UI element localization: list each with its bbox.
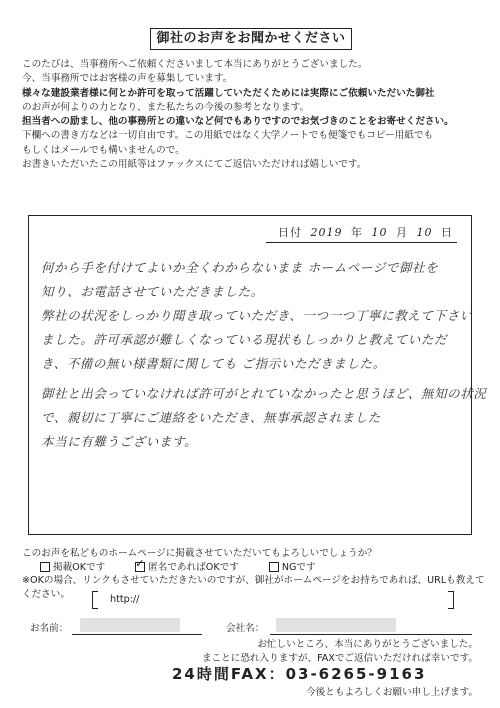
checkbox-ng[interactable] (269, 562, 279, 572)
link-note: ※OKの場合、リンクもさせていただきたいのですが、御社がホームページをお持ちであれば、URLも教えて (22, 575, 485, 586)
thanks-text: お忙しいところ、本当にありがとうございました。 (257, 639, 478, 650)
fax-request: まことに恐れ入りますが、FAXでご返信いただければ幸いです。 (201, 653, 478, 664)
bracket-left (92, 591, 98, 609)
consent-options (22, 561, 482, 575)
intro-line: 様々な建設業者様に何とか許可を取って活躍していただくためには実際にご依頼いただいた御社 (22, 87, 435, 99)
url-prefix: http:// (110, 594, 140, 605)
handwritten-line: ました。許可承認が難しくなっている現状もしっかりと教えていただ (41, 332, 448, 347)
date-month-unit: 月 (396, 226, 408, 239)
name-label: お名前： (30, 623, 69, 634)
date-label: 日付 (278, 226, 302, 239)
handwritten-line: 何から手を付けてよいか全くわからないまま ホームページで御社を (41, 260, 439, 275)
handwritten-testimonial (41, 256, 487, 454)
handwritten-line: 本当に有難うございます。 (41, 434, 198, 449)
url-field[interactable] (92, 593, 454, 607)
company-redacted (276, 618, 396, 632)
intro-line: もしくはメールでも構いませんので。 (22, 144, 185, 156)
intro-line: 今、当事務所ではお客様の声を募集しています。 (22, 73, 233, 85)
intro-line: お書きいただいたこの用紙等はファックスにてご返信いただければ嬉しいです。 (22, 159, 367, 171)
handwritten-line: 弊社の状況をしっかり聞き取っていただき、一つ一つ丁寧に教えて下さい (41, 308, 473, 323)
company-underline (270, 634, 472, 635)
intro-text (22, 58, 482, 172)
intro-line: 担当者への励まし、他の事務所との違いなど何でもありですのでお気づきのことをお寄せください。 (22, 116, 454, 128)
handwritten-line: 御社と出会っていなければ許可がとれていなかったと思うほど、無知の状況 (41, 386, 487, 401)
page-title: 御社のお声をお聞かせください (150, 28, 352, 50)
date-month: 10 (371, 226, 388, 239)
date-day-unit: 日 (441, 226, 453, 239)
option-ng[interactable] (269, 561, 316, 575)
date-field (266, 224, 457, 243)
option-ng-label: NGです (281, 561, 316, 573)
intro-line: このたびは、当事務所へご依頼くださいまして本当にありがとうございました。 (22, 59, 368, 70)
closing-text: 今後ともよろしくお願い申し上げます。 (306, 687, 478, 698)
checkbox-ok[interactable] (40, 562, 50, 572)
fax-number: 24時間FAX：03-6265-9163 (172, 665, 427, 683)
name-underline (72, 634, 202, 635)
handwritten-line: で、親切に丁寧にご連絡をいただき、無事承認されました (41, 410, 381, 425)
intro-line: 下欄への書き方などは一切自由です。この用紙ではなく大学ノートでも便箋でもコピー用紙でも (22, 130, 434, 142)
date-day: 10 (416, 226, 433, 239)
handwritten-line: 知り、お電話させていただきました。 (41, 284, 264, 299)
link-note-cont: ください。 (22, 588, 70, 600)
intro-line: のお声が何よりの力となり、また私たちの今後の参考となります。 (22, 101, 310, 113)
name-redacted (80, 618, 180, 632)
company-label: 会社名： (226, 623, 265, 634)
option-ok-label: 掲載OKです (53, 561, 106, 573)
option-anonymous-label: 匿名であればOKです (148, 561, 239, 573)
consent-question: このお声を私どものホームページに掲載させていただいてもよろしいでしょうか？ (22, 548, 377, 559)
testimonial-box (28, 215, 487, 535)
date-year: 2019 (310, 226, 343, 239)
option-anonymous[interactable] (135, 561, 239, 575)
option-ok[interactable] (40, 561, 105, 575)
checkbox-anonymous[interactable] (135, 562, 145, 572)
handwritten-line: き、不備の無い様書類に関しても ご指示いただきました。 (41, 356, 386, 371)
bracket-right (448, 591, 454, 609)
date-year-unit: 年 (351, 226, 363, 239)
